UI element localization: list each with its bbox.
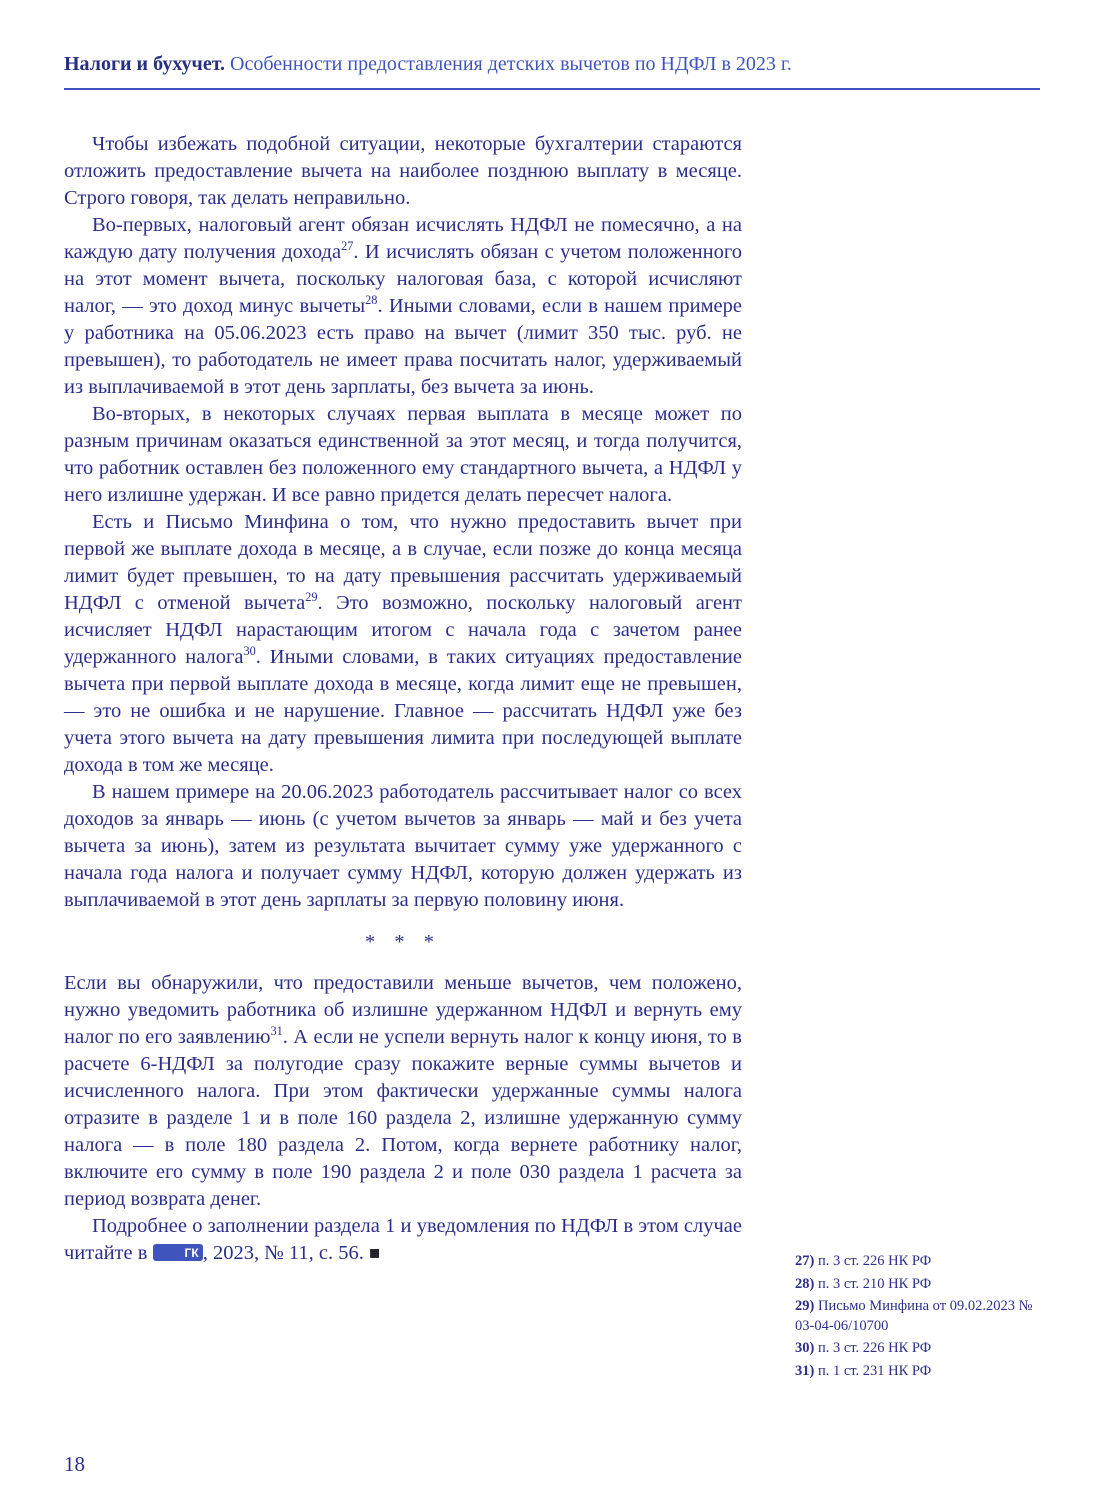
- paragraph: [64, 1213, 742, 1267]
- text-run: . А если не успели вернуть налог к концу июня, то в расчете 6-НДФЛ за полугодие сразу покажите верные суммы вычетов и исчисленного налога. При этом фактически удержанные суммы налога отразите в разделе 1 и в поле 160 раздела 2, излишне удержанную сумму налога — в поле 180 раздела 2. Потом, когда вернете работнику налог, включите его сумму в поле 190 раздела 2 и поле 030 раздела 1 расчета за период возврата денег.: [64, 1026, 742, 1210]
- text-run: Подробнее о заполнении раздела 1 и уведомления по НДФЛ в этом случае читайте в: [64, 1215, 742, 1264]
- footnote-text: п. 3 ст. 210 НК РФ: [817, 1275, 932, 1292]
- footnote-number: 28): [795, 1275, 818, 1292]
- section-separator: * * *: [365, 931, 441, 953]
- text-run: . Это возможно, поскольку налоговый агент исчисляет НДФЛ нарастающим итогом с начала года с зачетом ранее удержанного налога: [64, 592, 742, 668]
- footnote-text: Письмо Минфина от 09.02.2023 № 03-04-06/10700: [795, 1298, 1033, 1334]
- text-run: Если вы обнаружили, что предоставили меньше вычетов, чем положено, нужно уведомить работника об излишне удержанном НДФЛ и вернуть ему налог по его заявлению: [64, 972, 742, 1048]
- article-body: [64, 131, 742, 1267]
- paragraph: [64, 779, 742, 914]
- rubric-title: Налоги и бухучет.: [64, 53, 226, 75]
- paragraph: [64, 212, 742, 401]
- footnote-ref: 30: [243, 644, 256, 659]
- paragraph: [64, 509, 742, 779]
- footnote-number: 30): [795, 1340, 818, 1356]
- text-run: Есть и Письмо Минфина о том, что нужно предоставить вычет при первой же выплате дохода в месяце, а в случае, если позже до конца месяца лимит будет превышен, то на дату превышения рассчитать удерживаемый НДФЛ с отменой вычета: [64, 511, 742, 614]
- text-run: Во-первых, налоговый агент обязан исчислять НДФЛ не помесячно, а на каждую дату получения дохода: [64, 214, 742, 263]
- text-run: . Иными словами, в таких ситуациях предоставление вычета при первой выплате дохода в месяце, когда лимит еще не превышен, — это не ошибка и не нарушение. Главное — рассчитать НДФЛ уже без учета этого вычета на дату превышения лимита при последующей выплате дохода в том же месяце.: [64, 646, 743, 776]
- page-number: 18: [64, 1452, 85, 1476]
- article-title: Особенности предоставления детских вычетов по НДФЛ в 2023 г.: [225, 53, 792, 75]
- text-run: Чтобы избежать подобной ситуации, некоторые бухгалтерии стараются отложить предоставление вычета на наиболее позднюю выплату в месяце. Строго говоря, так делать неправильно.: [64, 133, 742, 209]
- footnote-ref: 29: [305, 590, 318, 605]
- end-of-article-mark: ■: [368, 1243, 381, 1263]
- footnotes: [795, 1252, 1037, 1384]
- footnote-text: п. 3 ст. 226 НК РФ: [817, 1340, 932, 1356]
- footnote: [795, 1297, 1037, 1336]
- footnote-ref: 27: [341, 239, 354, 254]
- text-run: В нашем примере на 20.06.2023 работодатель рассчитывает налог со всех доходов за январь — июнь (с учетом вычетов за январь — май и без учета вычета за июнь), затем из результата вычитает сумму уже удержанного с начала года налога и получает сумму НДФЛ, которую должен удержать из выплачиваемой в этот день зарплаты за первую половину июня.: [64, 781, 742, 911]
- paragraph: [64, 970, 742, 1213]
- paragraph: [64, 131, 742, 212]
- text-run: . Иными словами, если в нашем примере у работника на 05.06.2023 есть право на вычет (лимит 350 тыс. руб. не превышен), то работодатель не имеет права посчитать налог, удерживаемый из выплачиваемой в этот день зарплаты, без вычета за июнь.: [64, 295, 742, 398]
- footnote: [795, 1252, 1037, 1272]
- gk-magazine-icon: ГК: [153, 1244, 203, 1261]
- footnote-text: п. 3 ст. 226 НК РФ: [817, 1253, 932, 1269]
- paragraph: [64, 401, 742, 509]
- text-run: . И исчислять обязан с учетом положенного на этот момент вычета, поскольку налоговая база, с которой исчисляют налог, — это доход минус вычеты: [64, 241, 742, 317]
- footnote-ref: 31: [270, 1024, 283, 1039]
- footnote-number: 29): [795, 1298, 818, 1314]
- text-run: , 2023, № 11, с. 56.: [202, 1242, 369, 1264]
- footnote-ref: 28: [365, 293, 378, 308]
- header-rule: [64, 88, 1040, 90]
- page-header: [64, 52, 1040, 76]
- footnote-number: 27): [795, 1253, 818, 1269]
- footnote: [795, 1275, 1037, 1295]
- footnote-text: п. 1 ст. 231 НК РФ: [817, 1362, 932, 1379]
- footnote-number: 31): [795, 1362, 818, 1379]
- text-run: Во-вторых, в некоторых случаях первая выплата в месяце может по разным причинам оказаться единственной за этот месяц, и тогда получится, что работник оставлен без положенного ему стандартного вычета, а НДФЛ у него излишне удержан. И все равно придется делать пересчет налога.: [64, 403, 742, 506]
- footnote: [795, 1362, 1037, 1382]
- footnote: [795, 1339, 1037, 1359]
